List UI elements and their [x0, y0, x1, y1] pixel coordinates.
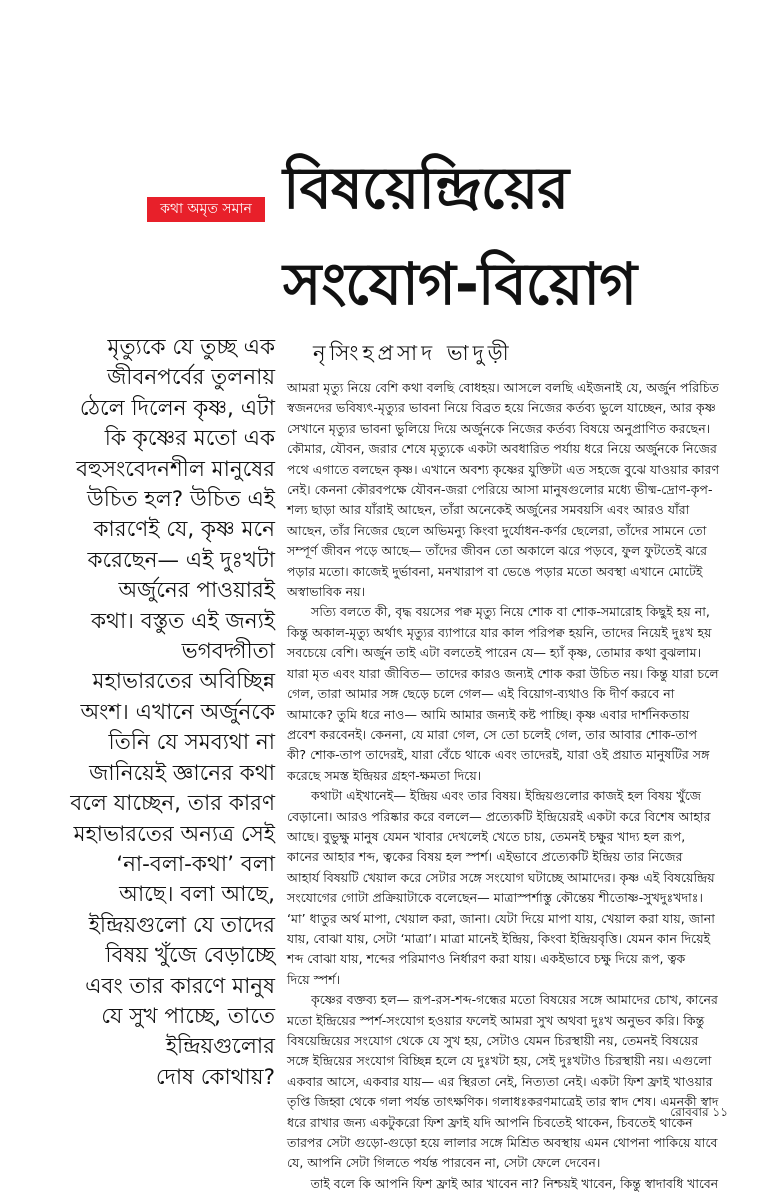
paragraph: [287, 378, 742, 602]
pull-quote-line: যে সুখ পাচ্ছে, তাতে: [101, 1003, 275, 1029]
body-line: ‘মা’ ধাতুর অর্থ মাপা, খেয়াল করা, জানা। যেটা দিয়ে মাপা যায়, খেয়াল করা যায়, জানা: [287, 910, 715, 926]
body-line: ধরে রাখার জন্য একটুকরো ফিশ ফ্রাই যদি আপনি চিবতেই থাকেন, চিবতেই থাকেন: [287, 1114, 693, 1130]
body-line: যায়, বোঝা যায়, সেটা ‘মাত্রা’। মাত্রা মানেই ইন্দ্রিয়, কিংবা ইন্দ্রিয়বৃত্তি। যেমন কান দিয়েই: [287, 930, 711, 946]
pull-quote-line: বিষয় খুঁজে বেড়াচ্ছে: [105, 943, 275, 969]
pull-quote: [20, 333, 275, 1093]
pull-quote-line: আছে। বলা আছে,: [119, 882, 275, 908]
pull-quote-line: তিনি যে সমব্যথা না: [108, 730, 275, 756]
pull-quote-line: জানিয়েই জ্ঞানের কথা: [89, 760, 275, 786]
body-line: পথে এগাতে বলছেন কৃষ্ণ। এখানে অবশ্য কৃষ্ণের যুক্তিটা এত সহজে বুঝে যাওয়ার কারণ: [287, 461, 720, 477]
body-line: নেই। কেননা কৌরবপক্ষে যৌবন-জরা পেরিয়ে আসা মানুষগুলোর মধ্যে ভীষ্ম-দ্রোণ-কৃপ-: [287, 482, 713, 498]
body-line: করেছে সমস্ত ইন্দ্রিয়র গ্রহণ-ক্ষমতা দিয়ে।: [287, 767, 482, 783]
pull-quote-line: অংশ। এখানে অর্জুনকে: [80, 699, 275, 725]
body-line: মতো ইন্দ্রিয়ের স্পর্শ-সংযোগ হওয়ার ফলেই আমরা সুখ অথবা দুঃখ অনুভব করি। কিন্তু: [287, 1012, 705, 1028]
body-line: দিয়ে স্পর্শ।: [287, 971, 341, 987]
body-line: যারা মৃত এবং যারা জীবিত— তাদের কারও জন্যই শোক করা উচিত নয়। কিন্তু যারা চলে: [287, 665, 719, 681]
author-byline: নৃসিংহপ্রসাদ ভাদুড়ী: [313, 341, 513, 365]
body-line: বিষয়েন্দ্রিয়ের সংযোগ থেকে যে সুখ হয়, সেটাও যেমন চিরস্থায়ী নয়, তেমনই বিষয়ের: [287, 1033, 699, 1048]
pull-quote-line: জীবনপর্বের তুলনায়: [107, 365, 275, 391]
pull-quote-line: মৃত্যুকে যে তুচ্ছ এক: [107, 335, 275, 360]
body-line: আমাকে? তুমি ধরে নাও— আমি আমার জন্যই কষ্ট পাচ্ছি। কৃষ্ণ এবার দার্শনিকতায়: [287, 706, 690, 722]
pull-quote-line: বলে যাচ্ছেন, তার কারণ: [70, 791, 275, 817]
body-line: পড়ার মতো। কাজেই দুর্ভাবনা, মনখারাপ বা ভেঙে পড়ার মতো অবস্থা এখানে মোটেই: [287, 563, 703, 579]
article-title: [283, 140, 636, 332]
pull-quote-line: ‘না-বলা-কথা’ বলা: [116, 851, 275, 877]
body-line: শল্য ছাড়া আর যাঁরাই আছেন, তাঁরা অনেকেই অর্জুনের সমবয়সি এবং আরও যাঁরা: [287, 502, 690, 518]
pull-quote-line: মহাভারতের অবিচ্ছিন্ন: [92, 669, 275, 695]
pull-quote-line: উচিত হল? উচিত এই: [86, 487, 275, 513]
body-line: স্বজনদের ভবিষ্যৎ-মৃত্যুর ভাবনা নিয়ে বিব্রত হয়ে নিজের কর্তব্য ভুলে যাচ্ছেন, আর কৃষ্ণ: [287, 400, 716, 416]
article-body: [287, 378, 742, 1194]
pull-quote-line: ইন্দ্রিয়গুলোর: [165, 1034, 275, 1060]
title-line: বিষয়েন্দ্রিয়ের: [283, 154, 569, 222]
body-line: প্রবেশ করবেনই। কেননা, যে মারা গেল, সে তো চলেই গেল, তার আবার শোক-তাপ: [287, 726, 697, 742]
page-folio: রোববার ১১: [670, 1105, 728, 1119]
title-line: সংযোগ-বিয়োগ: [283, 250, 637, 318]
paragraph: [287, 1174, 742, 1194]
body-line: অস্বাভাবিক নয়।: [287, 584, 366, 600]
body-line: তৃপ্তি জিহ্বা থেকে গলা পর্যন্ত তাৎক্ষণিক। গলাধঃকরণমাত্রেই তার স্বাদ শেষ। এমনকী স্বাদ: [287, 1094, 719, 1110]
body-line: তাই বলে কি আপনি ফিশ ফ্রাই আর খাবেন না? নিশ্চয়ই খাবেন, কিন্তু স্বাদাবধি খাবেন: [310, 1175, 719, 1191]
pull-quote-line: দোষ কোথায়?: [155, 1064, 275, 1090]
body-line: কী? শোক-তাপ তাদেরই, যারা বেঁচে থাকে এবং তাদেরই, যারা ওই প্রয়াত মানুষটির সঙ্গ: [287, 747, 710, 763]
body-line: সম্পূর্ণ জীবন পড়ে আছে— তাঁদের জীবন তো অকালে ঝরে পড়বে, ফুল ফুটতেই ঝরে: [287, 543, 708, 559]
paragraph: [287, 602, 742, 786]
body-line: সংযোগের গোটা প্রক্রিয়াটাকে বলেছেন— মাত্রাস্পর্শাস্তু কৌন্তেয় শীতোষ্ণ-সুখদুঃখদাঃ।: [287, 890, 703, 906]
body-line: সত্যি বলতে কী, বৃদ্ধ বয়সের পক্ব মৃত্যু নিয়ে শোক বা শোক-সমারোহ কিছুই হয় না,: [311, 604, 710, 620]
body-line: সঙ্গে ইন্দ্রিয়ের সংযোগ বিচ্ছিন্ন হলে যে দুঃখটা হয়, সেই দুঃখটাও চিরস্থায়ী নয়। এগুলো: [287, 1053, 712, 1069]
pull-quote-line: এবং তার কারণে মানুষ: [85, 973, 275, 999]
body-line: আহার্য বিষয়টি খেয়াল করে সেটার সঙ্গে সংযোগ ঘটাচ্ছে আমাদের। কৃষ্ণ এই বিষয়েন্দ্রিয়: [287, 869, 715, 885]
pull-quote-line: বহুসংবেদনশীল মানুষের: [76, 456, 275, 482]
pull-quote-line: ঠেলে দিলেন কৃষ্ণ, এটা: [79, 395, 275, 421]
pull-quote-line: কি কৃষ্ণের মতো এক: [104, 426, 275, 452]
body-line: কানের আহার শব্দ, ত্বকের বিষয় হল স্পর্শ। এইভাবে প্রত্যেকটি ইন্দ্রিয় তার নিজের: [287, 849, 683, 865]
body-line: আছে। বুভুক্ষু মানুষ যেমন খাবার দেখলেই খেতে চায়, তেমনই চক্ষুর খাদ্য হল রূপ,: [287, 828, 686, 844]
body-line: যে, আপনি সেটা গিলতে পর্যন্ত পারবেন না, সেটা ফেলে দেবেন।: [287, 1155, 601, 1171]
body-line: আছেন, তাঁর নিজের ছেলে অভিমন্যু কিংবা দুর্যোধন-কর্ণর ছেলেরা, তাঁদের সামনে তো: [287, 522, 707, 538]
body-line: কৌমার, যৌবন, জরার শেষে মৃত্যুকে একটা অবধারিত পর্যায় ধরে নিয়ে অর্জুনকে নিজের: [287, 441, 717, 457]
paragraph: [287, 990, 742, 1174]
pull-quote-line: ভগবদ্গীতা: [181, 639, 275, 665]
pull-quote-line: মহাভারতের অন্যত্র সেই: [73, 821, 275, 847]
body-line: সেখানে মৃত্যুর ভাবনা ভুলিয়ে দিয়ে অর্জুনকে নিজের কর্তব্য বিষয়ে অনুপ্রাণিত করছেন।: [287, 420, 711, 436]
pull-quote-line: কথা। বস্তুত এই জন্যই: [91, 608, 275, 634]
body-line: বেড়ানো। আরও পরিষ্কার করে বললে— প্রত্যেকটি ইন্দ্রিয়েরই একটা করে বিশেষ আহার: [287, 808, 711, 824]
body-line: কৃষ্ণের বক্তব্য হল— রূপ-রস-শব্দ-গন্ধের মতো বিষয়ের সঙ্গে আমাদের চোখ, কানের: [311, 992, 718, 1008]
body-line: সবচেয়ে বেশি। অর্জুন তাই এটা বলতেই পারেন যে— হ্যাঁ কৃষ্ণ, তোমার কথা বুঝলাম।: [287, 645, 702, 661]
pull-quote-line: অর্জুনের পাওয়ারই: [118, 578, 275, 604]
body-line: তারপর সেটা গুড়ো-গুড়ো হয়ে লালার সঙ্গে মিশ্রিত অবস্থায় এমন থোপনা পাকিয়ে যাবে: [287, 1135, 718, 1151]
body-line: গেল, তারা আমার সঙ্গ ছেড়ে চলে গেল— এই বিয়োগ-ব্যথাও কি দীর্ণ করবে না: [287, 686, 675, 702]
section-label: কথা অমৃত সমান: [147, 197, 265, 222]
pull-quote-line: কারণেই যে, কৃষ্ণ মনে: [93, 517, 275, 543]
paragraph: [287, 786, 742, 990]
body-line: কথাটা এইখানেই— ইন্দ্রিয় এবং তার বিষয়। ইন্দ্রিয়গুলোর কাজই হল বিষয় খুঁজে: [311, 788, 702, 804]
body-line: আমরা মৃত্যু নিয়ে বেশি কথা বলছি বোধহয়। আসলে বলছি এইজনাই যে, অর্জুন পরিচিত: [287, 380, 719, 395]
body-line: কিন্তু অকাল-মৃত্যু অর্থাৎ মৃত্যুর ব্যাপারে যার কাল পরিপক্ব হয়নি, তাদের নিয়েই দুঃখ হয়: [287, 624, 712, 640]
pull-quote-line: ইন্দ্রিয়গুলো যে তাদের: [88, 912, 275, 938]
body-line: শব্দ বোঝা যায়, শব্দের পরিমাণও নির্ধারণ করা যায়। একইভাবে চক্ষু দিয়ে রূপ, ত্বক: [287, 951, 686, 967]
body-line: একবার আসে, একবার যায়— এর স্থিরতা নেই, নিত্যতা নেই। একটা ফিশ ফ্রাই খাওয়ার: [287, 1073, 713, 1089]
pull-quote-line: করেছেন— এই দুঃখটা: [87, 547, 275, 573]
